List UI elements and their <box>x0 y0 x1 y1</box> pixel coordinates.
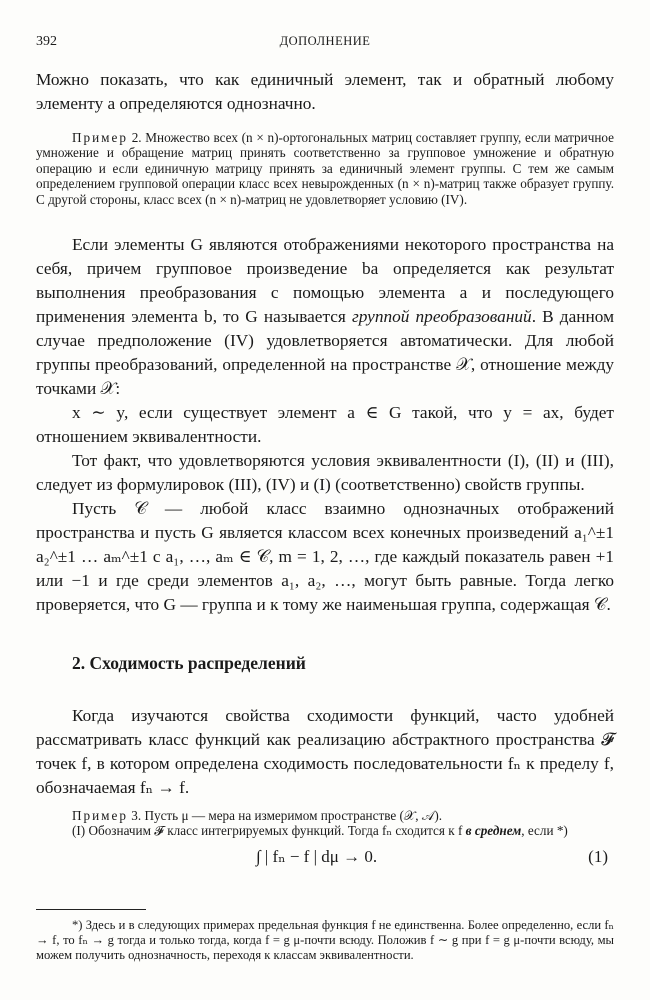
book-page <box>36 30 614 963</box>
example-3-line2-after: , если *) <box>521 823 568 839</box>
formula-row <box>36 839 614 879</box>
paragraph-convergence: Когда изучаются свойства сходимости функций, часто удобней рассматривать класс функций как реализацию абстрактного пространства 𝓕 точек f, в котором определена сходимость последовательности fₙ к пределу f, обозначаемая fₙ → f. <box>36 706 614 798</box>
example-3-line2-before: (I) Обозначим 𝓕 класс интегрируемых функций. Тогда fₙ сходится к f <box>72 823 463 839</box>
example-3-line1 <box>36 808 614 823</box>
example-3-line2 <box>36 823 614 838</box>
footnote-rule <box>36 909 146 910</box>
example-2-label: Пример <box>72 130 128 145</box>
paragraph-uniqueness: Можно показать, что как единичный элемент, так и обратный любому элементу a определяются однозначно. <box>36 70 614 113</box>
example-2-text: 2. Множество всех (n × n)-ортогональных матриц составляет группу, если матричное умножение и обращение матриц принять соответственно за групповое умножение и обратную операцию и если единичную матрицу принять за единичный элемент группы. С тем же самым определением групповой операции класс всех невырожденных (n × n)-матриц также образует группу. С другой стороны, класс всех (n × n)-матриц не удовлетворяет условию (IV). <box>36 130 615 207</box>
p2-after: . В данном случае предположение (IV) удовлетворяется автоматически. Для любой группы преобразований, определенной на пространстве 𝒳, отношение между точками 𝒳: <box>36 307 615 399</box>
paragraph-class-c: Пусть 𝒞 — любой класс взаимно однозначных отображений пространства и пусть G является классом всех конечных произведений a₁^±1 a₂^±1 … aₘ^±1 с a₁, …, aₘ ∈ 𝒞, m = 1, 2, …, где каждый показатель равен +1 или −1 и где среди элементов a₁, a₂, …, могут быть равные. Тогда легко проверяется, что G — группа и к тому же наименьшая группа, содержащая 𝒞. <box>36 499 614 615</box>
formula-integral: ∫ | fₙ − f | dμ → 0. <box>256 846 378 866</box>
page-number: 392 <box>36 34 57 49</box>
example-3-text: 3. Пусть μ — мера на измеримом пространстве (𝒳, 𝒜). <box>131 808 443 824</box>
term-transformation-group: группой преобразований <box>352 307 532 327</box>
paragraph-conditions: Тот факт, что удовлетворяются условия эквивалентности (I), (II) и (III), следует из формулировок (III), (IV) и (I) (соответственно) свойств группы. <box>36 451 614 495</box>
paragraph-transformation-group <box>36 233 614 401</box>
footnote: *) Здесь и в следующих примерах предельная функция f не единственна. Более определенно, если fₙ → f, то fₙ → g тогда и только тогда, когда f = g μ-почти всюду. Положив f ∼ g при f = g μ-почти всюду, мы можем получить однозначность, переходя к классам эквивалентности. <box>36 917 614 962</box>
example-2 <box>36 130 614 207</box>
page-header <box>36 30 614 52</box>
running-title: ДОПОЛНЕНИЕ <box>279 34 371 48</box>
example-3-label: Пример <box>72 808 128 824</box>
term-mean-convergence: в среднем <box>465 823 522 839</box>
paragraph-equivalence: x ∼ y, если существует элемент a ∈ G такой, что y = ax, будет отношением эквивалентности. <box>36 403 614 447</box>
p2-before: Если элементы G являются отображениями некоторого пространства на себя, причем групповое произведение ba определяется как результат выполнения преобразования с помощью элемента a и последующего применения элемента b, то G называется <box>36 235 614 327</box>
equation-number: (1) <box>588 846 608 866</box>
section-title: 2. Сходимость распределений <box>72 653 306 674</box>
